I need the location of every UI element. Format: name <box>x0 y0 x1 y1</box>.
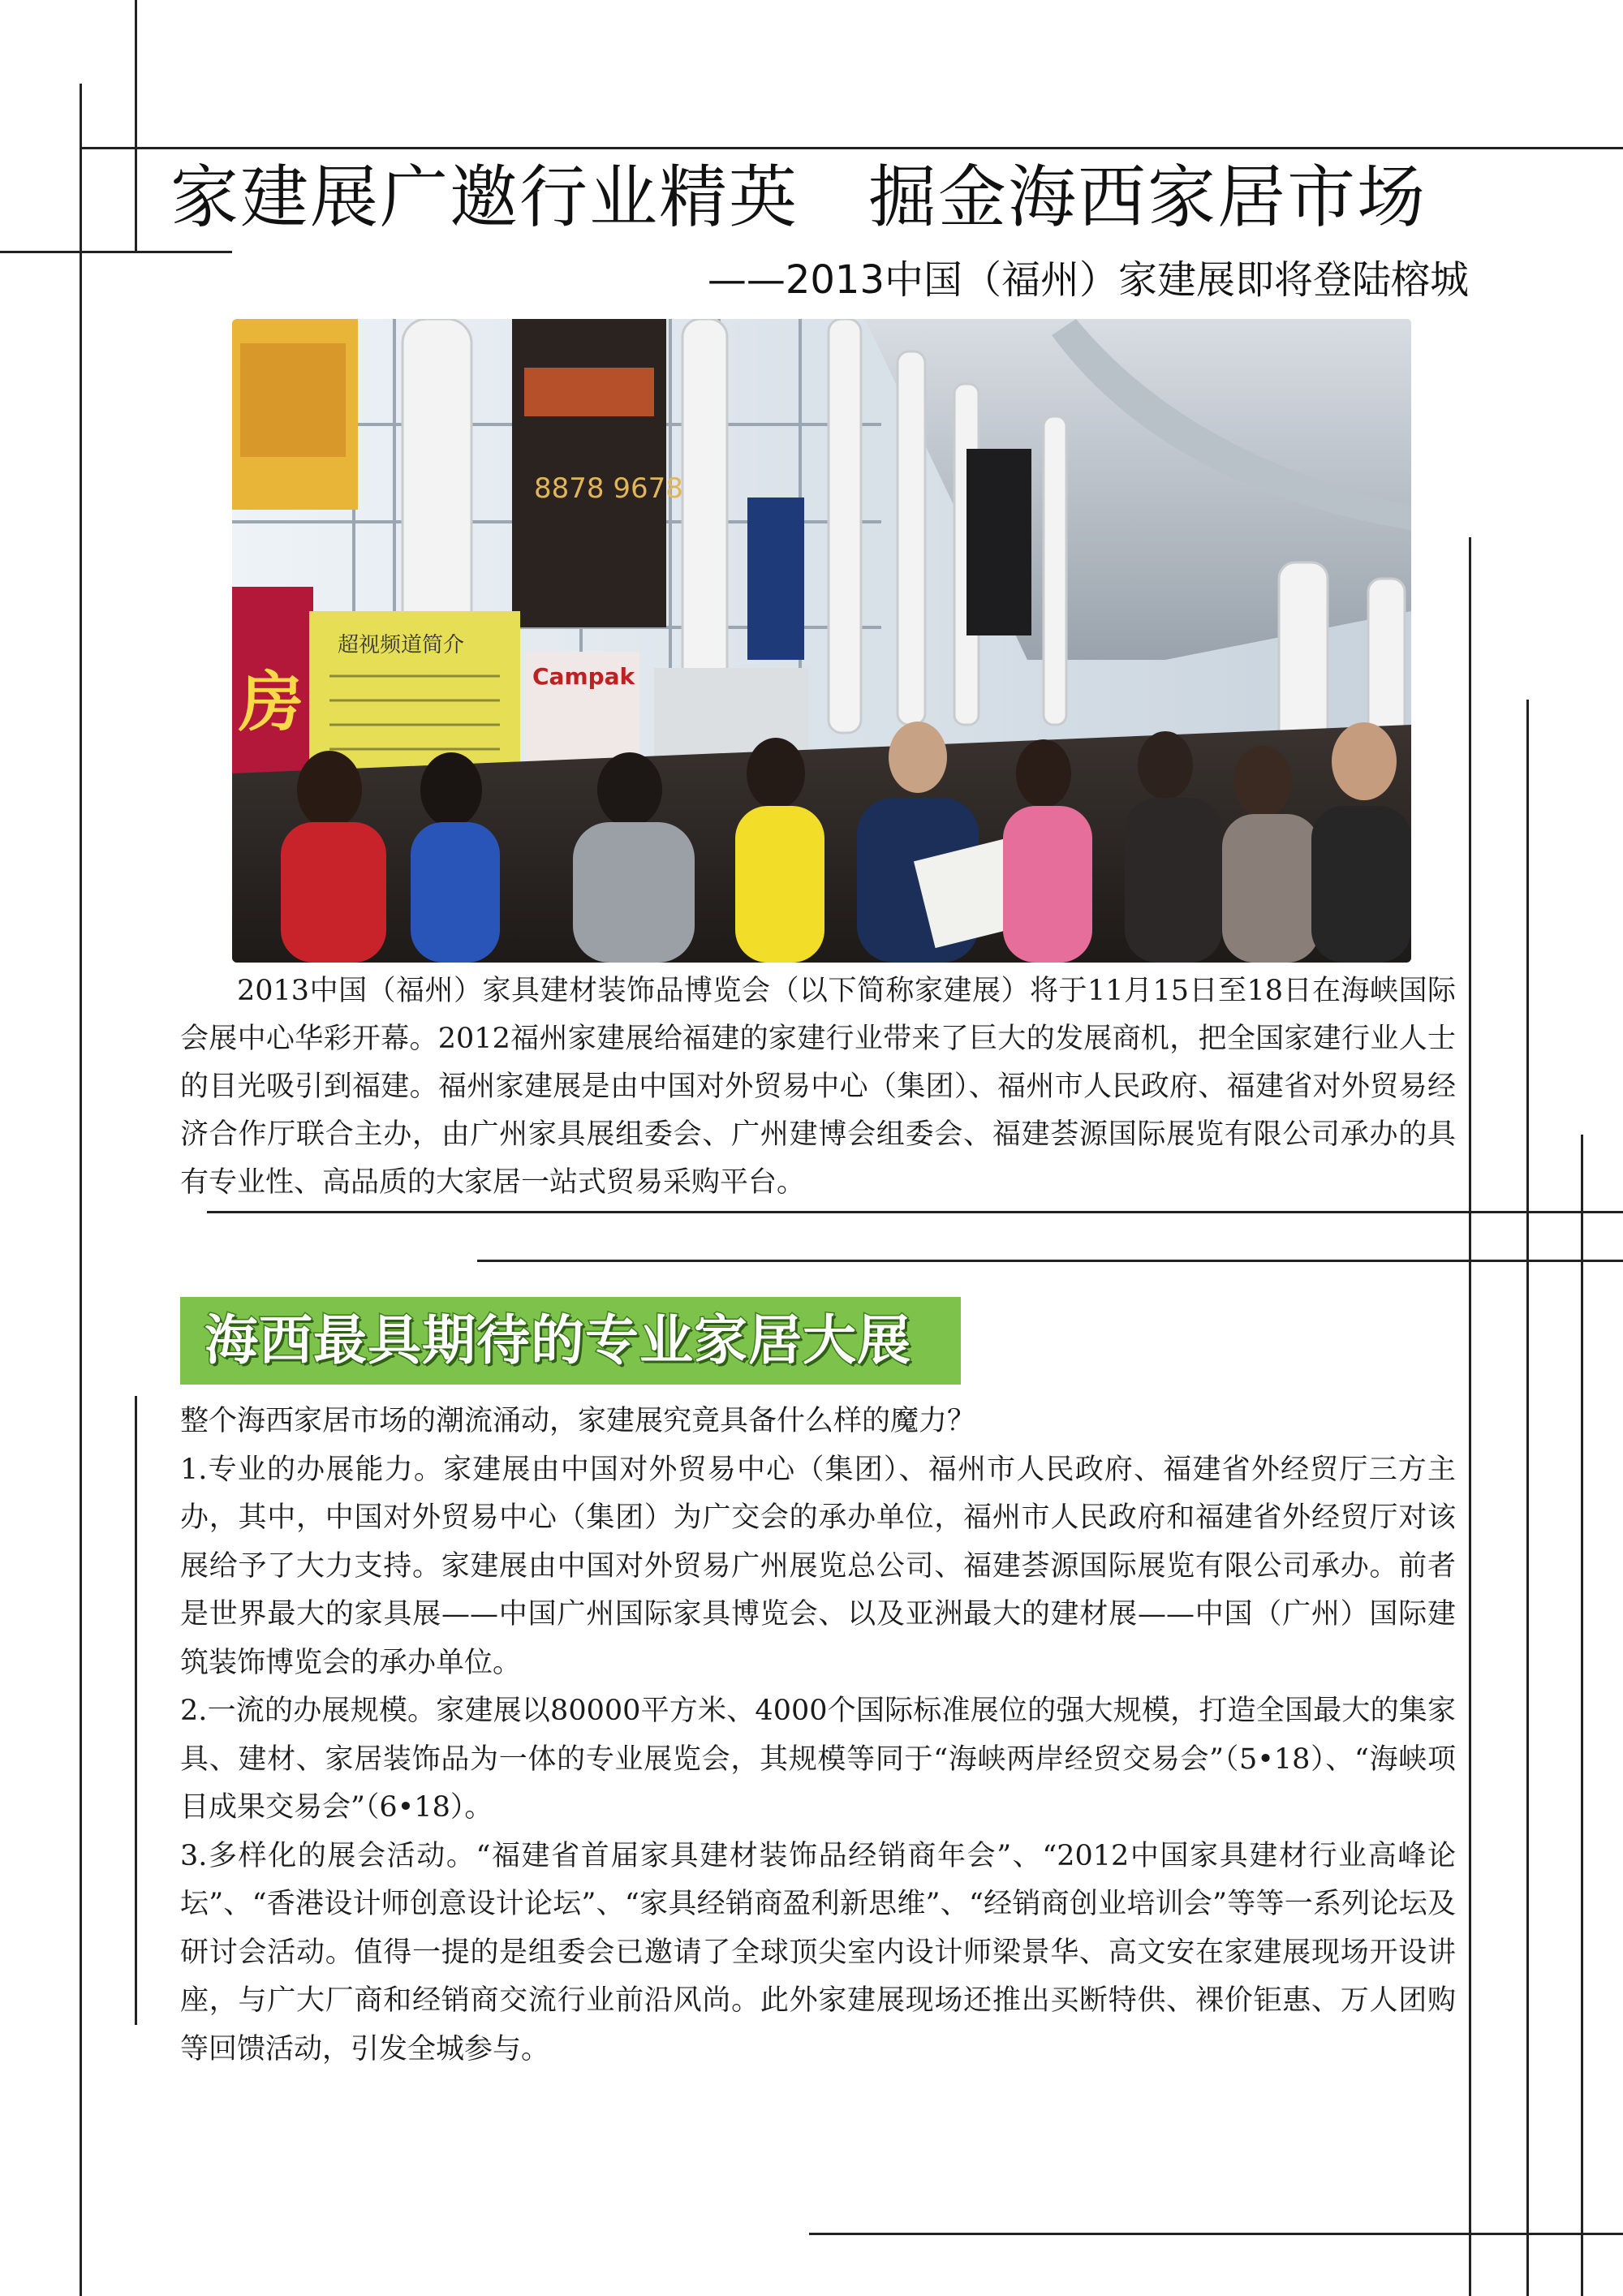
body-paragraph: 整个海西家居市场的潮流涌动，家建展究竟具备什么样的魔力？ <box>180 1405 976 1437</box>
right-frame-rule-c <box>1581 1135 1583 2296</box>
title-under-rule <box>0 251 232 253</box>
body-paragraph: 2.一流的办展规模。家建展以80000平方米、4000个国际标准展位的强大规模，打造全国最大的集家具、建材、家居装饰品为一体的专业展览会，其规模等同于“海峡两岸经贸交易会”（5•18）、“海峡项目成果交易会”（6•18）。 <box>180 1695 1456 1824</box>
left-frame-rule-top <box>135 0 137 253</box>
exhibition-hall-photo <box>232 319 1411 963</box>
intro-under-rule-long <box>477 1260 1623 1262</box>
article-body <box>180 1398 1456 2074</box>
article-title: 家建展广邀行业精英 掘金海西家居市场 <box>170 157 1427 237</box>
booth-sign-fang: 房 <box>239 665 304 740</box>
right-frame-rule-b <box>1526 700 1529 2296</box>
intro-under-rule-short <box>207 1211 1623 1213</box>
booth-sign-intro: 超视频道简介 <box>338 633 465 657</box>
section-title: 海西最具期待的专业家居大展 <box>204 1309 911 1372</box>
section-banner <box>180 1297 961 1385</box>
body-paragraph: 1.专业的办展能力。家建展由中国对外贸易中心（集团）、福州市人民政府、福建省外经贸厅三方主办，其中，中国对外贸易中心（集团）为广交会的承办单位，福州市人民政府和福建省外经贸厅对该展给予了大力支持。家建展由中国对外贸易广州展览总公司、福建荟源国际展览有限公司承办。前者是世界最大的家具展——中国广州国际家具博览会、以及亚洲最大的建材展——中国（广州）国际建筑装饰博览会的承办单位。 <box>180 1453 1456 1679</box>
booth-sign-campak: Campak <box>532 663 635 690</box>
banner-phone-text: 8878 9678 <box>534 472 683 505</box>
article-subtitle: ——2013中国（福州）家建展即将登陆榕城 <box>707 257 1469 303</box>
top-frame-rule <box>80 147 1623 149</box>
left-frame-rule <box>80 84 82 2296</box>
footer-rule <box>809 2233 1623 2235</box>
left-frame-rule-lower <box>135 1396 137 2025</box>
right-frame-rule-a <box>1469 537 1471 2296</box>
intro-paragraph: 2013中国（福州）家具建材装饰品博览会（以下简称家建展）将于11月15日至18日在海峡国际会展中心华彩开幕。2012福州家建展给福建的家建行业带来了巨大的发展商机，把全国家建行业人士的目光吸引到福建。福州家建展是由中国对外贸易中心（集团）、福州市人民政府、福建省对外贸易经济合作厅联合主办，由广州家具展组委会、广州建博会组委会、福建荟源国际展览有限公司承办的具有专业性、高品质的大家居一站式贸易采购平台。 <box>180 975 1456 1199</box>
body-paragraph: 3.多样化的展会活动。“福建省首届家具建材装饰品经销商年会”、“2012中国家具建材行业高峰论坛”、“香港设计师创意设计论坛”、“家具经销商盈利新思维”、“经销商创业培训会”等等一系列论坛及研讨会活动。值得一提的是组委会已邀请了全球顶尖室内设计师梁景华、高文安在家建展现场开设讲座，与广大厂商和经销商交流行业前沿风尚。此外家建展现场还推出买断特供、裸价钜惠、万人团购等回馈活动，引发全城参与。 <box>180 1839 1456 2066</box>
